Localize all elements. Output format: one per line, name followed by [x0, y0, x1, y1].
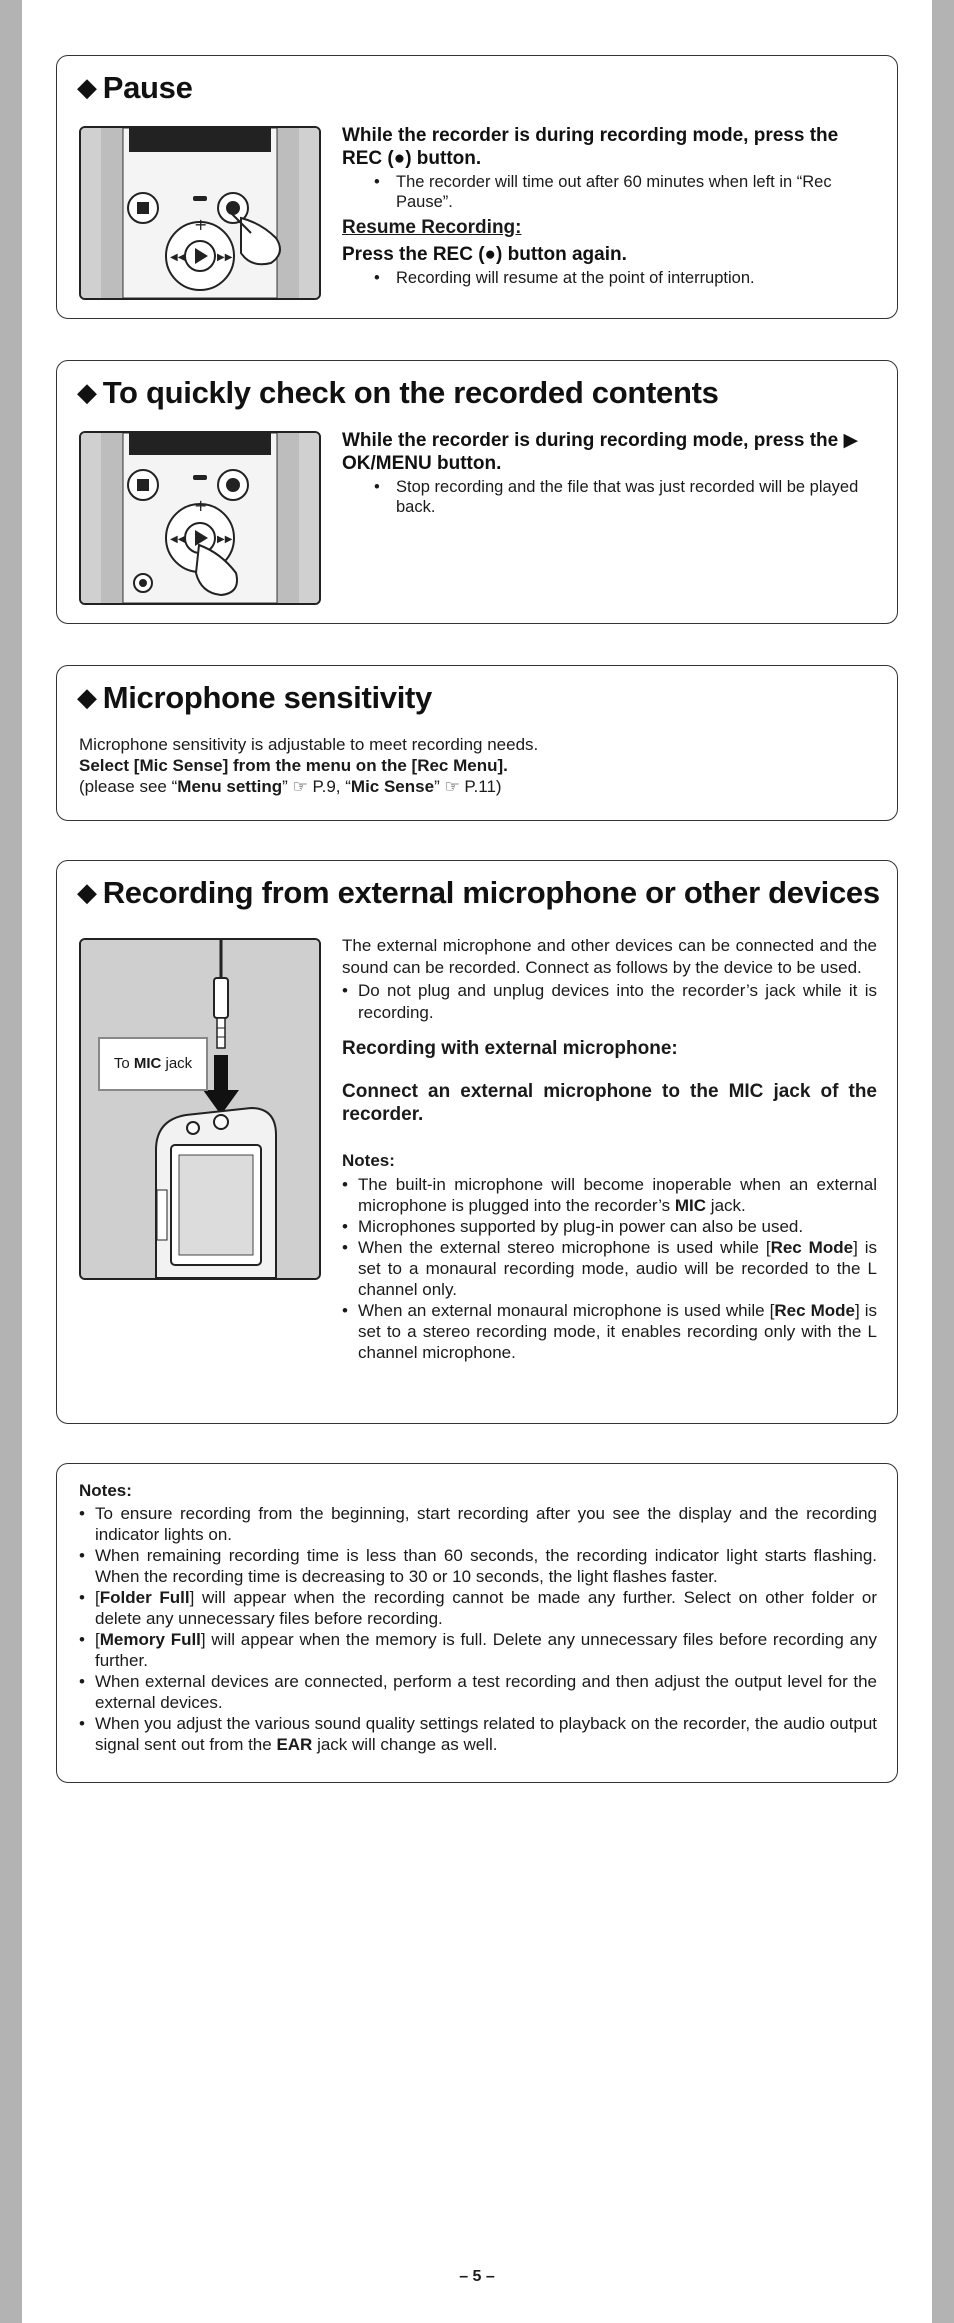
recording-with-external-mic-heading: Recording with external microphone: [342, 1038, 678, 1059]
ok-menu-button-label: ▶ OK/MENU [342, 430, 859, 474]
resume-instruction: Press the REC (●) button again. [342, 244, 627, 265]
list-item: • [Folder Full] will appear when the recording cannot be made any further. Select on other folder or delete any unnecessary files before recording. [79, 1587, 877, 1629]
quick-check-section [56, 360, 898, 624]
right-margin-bar [932, 0, 954, 2323]
pause-section [56, 55, 898, 319]
recorder-illustration-svg [81, 128, 319, 298]
pause-text-block [342, 124, 877, 288]
list-item: • When an external monaural microphone is used while [Rec Mode] is set to a stereo recording mode, it enables recording only with the L channel microphone. [342, 1300, 877, 1363]
mic-sensitivity-section [56, 665, 898, 821]
svg-text:▶▶: ▶▶ [217, 534, 233, 545]
external-notes-list [342, 1174, 877, 1363]
mic-sensitivity-line2: Select [Mic Sense] from the menu on the [Rec Menu]. [79, 756, 508, 775]
list-item: • When external devices are connected, perform a test recording and then adjust the output level for the external devices. [79, 1671, 877, 1713]
list-item: • When you adjust the various sound quality settings related to playback on the recorder, the audio output signal sent out from the EAR jack will change as well. [79, 1713, 877, 1755]
quick-check-instruction: While the recorder is during recording mode, press the ▶ OK/MENU button. [342, 430, 859, 474]
recorder-illustration-svg [81, 433, 319, 603]
general-notes-section [56, 1463, 898, 1783]
diamond-icon: ◆ [77, 682, 97, 712]
list-item: • To ensure recording from the beginning, start recording after you see the display and the recording indicator lights on. [79, 1503, 877, 1545]
external-mic-section [56, 860, 898, 1424]
section-heading: ◆ Recording from external microphone or other devices [77, 875, 880, 910]
recorder-rec-button-illustration [79, 126, 321, 300]
left-margin-bar [0, 0, 22, 2323]
list-item: • Do not plug and unplug devices into the recorder’s jack while it is recording. [342, 980, 877, 1023]
list-item: • The built-in microphone will become inoperable when an external microphone is plugged into the recorder’s MIC jack. [342, 1174, 877, 1216]
external-notes-title: Notes: [342, 1151, 395, 1170]
section-heading: ◆ To quickly check on the recorded contents [77, 375, 719, 410]
mic-sensitivity-text [79, 734, 869, 797]
general-notes-list [79, 1503, 877, 1755]
resume-bullets [342, 268, 877, 288]
list-item: • When the external stereo microphone is used while [Rec Mode] is set to a monaural recording mode, audio will be recorded to the L channel only. [342, 1237, 877, 1300]
pause-bullets [342, 172, 877, 212]
mic-jack-illustration-svg [81, 940, 319, 1278]
diamond-icon: ◆ [77, 72, 97, 102]
list-item: • Stop recording and the file that was just recorded will be played back. [342, 477, 877, 517]
svg-text:◀◀: ◀◀ [170, 534, 186, 545]
list-item: • The recorder will time out after 60 minutes when left in “Rec Pause”. [342, 172, 877, 212]
list-item: • [Memory Full] will appear when the memory is full. Delete any unnecessary files before recording any further. [79, 1629, 877, 1671]
svg-text:▶▶: ▶▶ [217, 252, 233, 263]
diamond-icon: ◆ [77, 877, 97, 907]
svg-text:+: + [194, 496, 208, 515]
mic-jack-label: To MIC jack [98, 1037, 208, 1091]
section-heading: ◆ Pause [77, 70, 193, 105]
list-item: • When remaining recording time is less than 60 seconds, the recording indicator light starts flashing. When the recording time is decreasing to 30 or 10 seconds, the light flashes faster. [79, 1545, 877, 1587]
mic-jack-illustration [79, 938, 321, 1280]
pause-instruction: While the recorder is during recording mode, press the REC (●) button. [342, 125, 839, 169]
quick-check-bullets [342, 477, 877, 517]
external-intro-bullets [342, 980, 877, 1023]
general-notes-title: Notes: [79, 1481, 132, 1500]
page-number: – 5 – [459, 2268, 495, 2285]
connect-instruction: Connect an external microphone to the MIC jack of the recorder. [342, 1081, 877, 1125]
resume-title: Resume Recording: [342, 217, 522, 238]
recorder-ok-button-illustration [79, 431, 321, 605]
external-intro: The external microphone and other devices can be connected and the sound can be recorded. Connect as follows by the device to be used. [342, 936, 877, 977]
list-item: • Recording will resume at the point of interruption. [342, 268, 877, 288]
list-item: • Microphones supported by plug-in power can also be used. [342, 1216, 877, 1237]
quick-check-text-block [342, 429, 877, 517]
svg-text:◀◀: ◀◀ [170, 252, 186, 263]
general-notes-block [79, 1480, 877, 1755]
mic-sensitivity-line1: Microphone sensitivity is adjustable to meet recording needs. [79, 735, 539, 754]
svg-text:+: + [194, 215, 208, 234]
mic-sensitivity-line3: (please see “Menu setting” ☞ P.9, “Mic Sense” ☞ P.11) [79, 777, 502, 796]
diamond-icon: ◆ [77, 377, 97, 407]
external-mic-text-block [342, 935, 877, 1363]
section-heading: ◆ Microphone sensitivity [77, 680, 433, 715]
